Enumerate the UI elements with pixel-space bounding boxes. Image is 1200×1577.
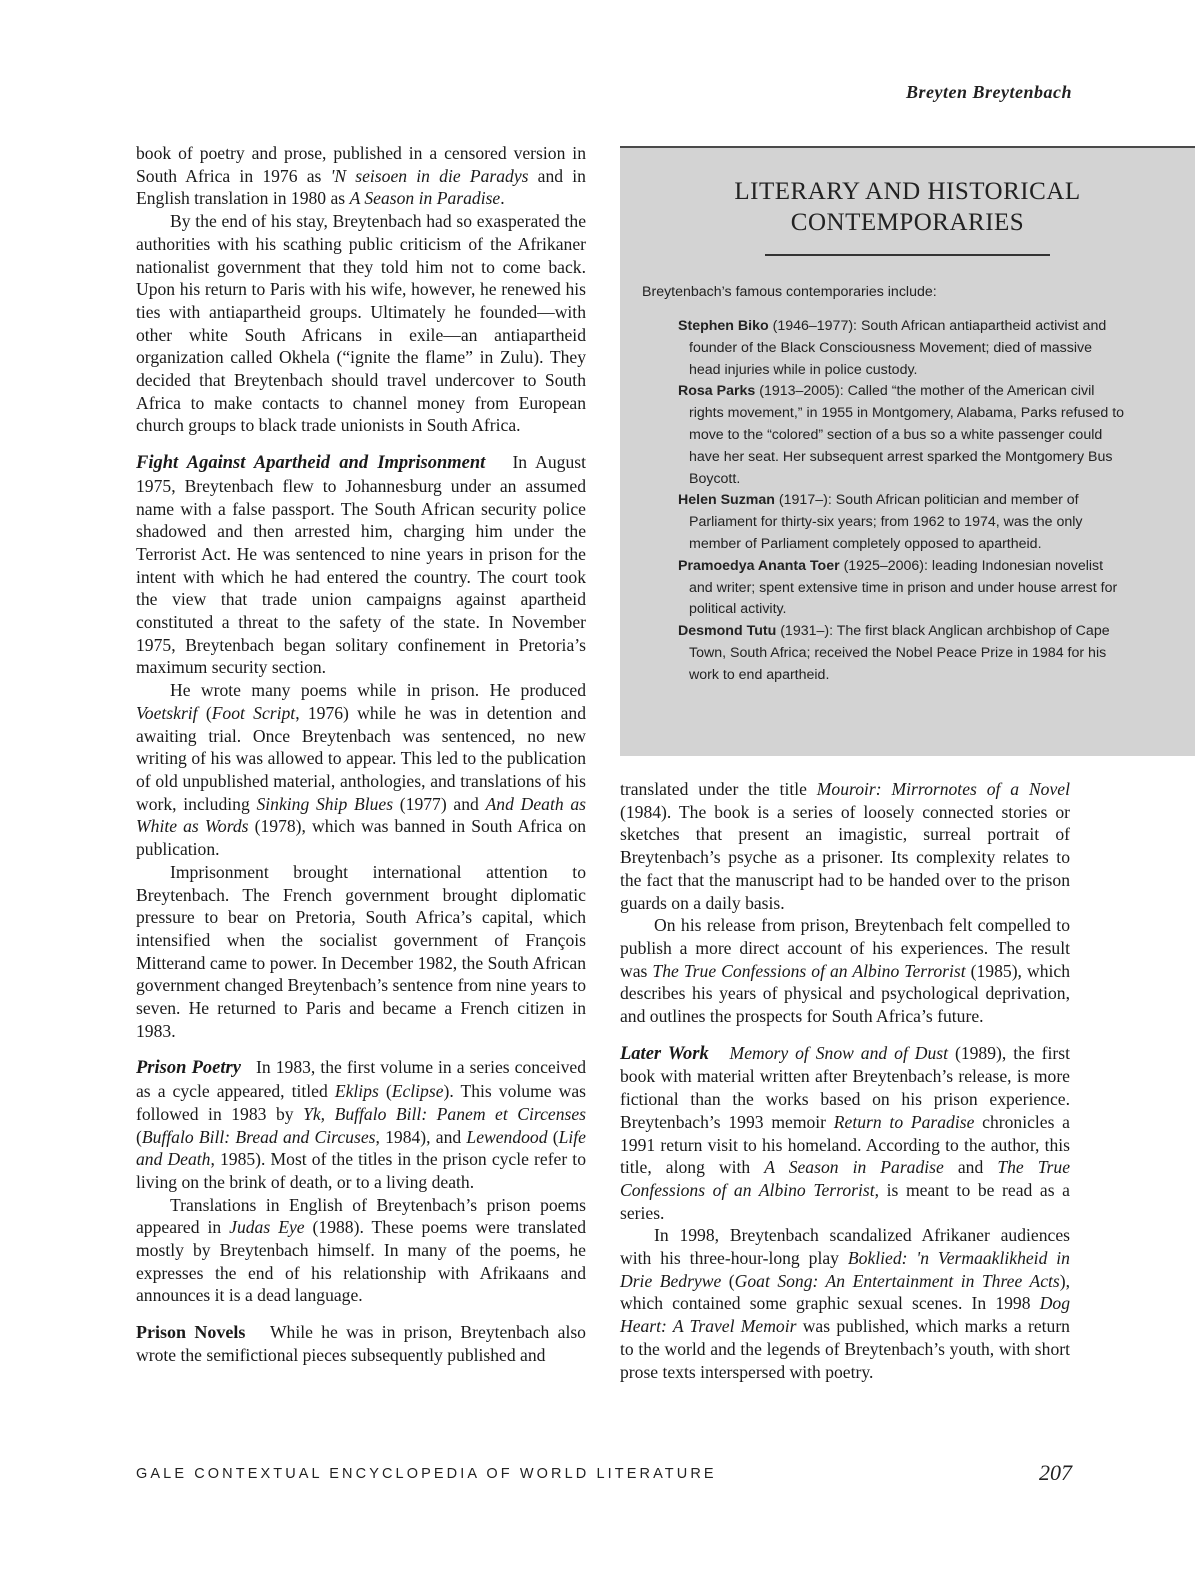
paragraph: Translations in English of Breytenbach’s prison poems appeared in Judas Eye (1988). These poems were translated mostly by Breytenbach himself. In many of the poems, he expresses the end of his relationship with Afrikaans and announces it is a dead language. xyxy=(136,1194,587,1306)
page-number: 207 xyxy=(1039,1460,1072,1485)
list-item: Rosa Parks (1913–2005): Called “the mother of the American civil rights movement,” in 1955 in Montgomery, Alabama, Parks refused to move to the “colored” section of a bus so a white passenger could have her seat. Her subsequent arrest sparked the Montgomery Bus Boycott. xyxy=(678,383,1125,487)
paragraph: By the end of his stay, Breytenbach had so exasperated the authorities with his scathing public criticism of the Afrikaner nationalist government that they told him not to come back. Upon his return to Paris with his wife, however, he renewed his ties with antiapartheid groups. Ultimately he founded—with other white South Africans in exile—an antiapartheid organization called Okhela (“ignite the flame” in Zulu). They decided that Breytenbach should travel undercover to South Africa to make contacts to channel money from European church groups to black trade unionists in South Africa. xyxy=(136,211,586,436)
contemporaries-list xyxy=(620,316,1195,687)
footer-book-title: GALE CONTEXTUAL ENCYCLOPEDIA OF WORLD LITERATURE xyxy=(136,1466,717,1482)
paragraph: translated under the title Mouroir: Mirrornotes of a Novel (1984). The book is a series of loosely connected stories or sketches that present an imagistic, surreal portrait of Breytenbach’s psyche as a prisoner. Its complexity relates to the fact that the manuscript had to be handed over to the prison guards on a daily basis. xyxy=(620,779,1070,913)
section-fight-against-apartheid: Fight Against Apartheid and Imprisonment In August 1975, Breytenbach flew to Johannesburg under an assumed name with a false passport. The South African security police shadowed and then arrested him, charging him under the Terrorist Act. He was sentenced to nine years in prison for the intent with which he had entered the country. The court took the view that trade union campaigns against apartheid constituted a threat to the safety of the state. In November 1975, Breytenbach began solitary confinement in Pretoria’s maximum security section. xyxy=(136,452,586,678)
paragraph: In 1998, Breytenbach scandalized Afrikaner audiences with his three-hour-long play Boklied: 'n Vermaaklikheid in Drie Bedrywe (Goat Song: An Entertainment in Three Acts), which contained some graphic sexual scenes. In 1998 Dog Heart: A Travel Memoir was published, which marks a return to the world and the legends of Breytenbach’s youth, with short prose texts interspersed with poetry. xyxy=(620,1225,1071,1382)
list-item: Pramoedya Ananta Toer (1925–2006): leading Indonesian novelist and writer; spent extensive time in prison and under house arrest for political activity. xyxy=(678,557,1118,618)
section-heading: Prison Poetry xyxy=(136,1058,241,1079)
right-column xyxy=(620,778,1070,1383)
sidebar-divider xyxy=(765,254,1050,256)
running-head: Breyten Breytenbach xyxy=(906,82,1072,102)
list-item: Desmond Tutu (1931–): The first black Anglican archbishop of Cape Town, South Africa; received the Nobel Peace Prize in 1984 for his work to end apartheid. xyxy=(678,623,1110,683)
contemporaries-sidebar xyxy=(620,146,1195,756)
section-heading: Prison Novels xyxy=(136,1322,246,1343)
paragraph: book of poetry and prose, published in a censored version in South Africa in 1976 as 'N seisoen in die Paradys and in English translation in 1980 as A Season in Paradise. xyxy=(136,143,586,209)
section-later-work: Later Work Memory of Snow and of Dust (1989), the first book with material written after Breytenbach’s release, is more fictional than the works based on his prison experience. Breytenbach’s 1993 memoir Return to Paradise chronicles a 1991 return visit to his homeland. According to the author, this title, along with A Season in Paradise and The True Confessions of an Albino Terrorist, is meant to be read as a series. xyxy=(620,1042,1071,1223)
paragraph: On his release from prison, Breytenbach felt compelled to publish a more direct account of his experiences. The result was The True Confessions of an Albino Terrorist (1985), which describes his years of physical and psychological deprivation, and outlines the prospects for South Africa’s future. xyxy=(620,915,1070,1027)
list-item: Stephen Biko (1946–1977): South African antiapartheid activist and founder of the Black Consciousness Movement; died of massive head injuries while in police custody. xyxy=(678,318,1107,378)
paragraph: He wrote many poems while in prison. He produced Voetskrif (Foot Script, 1976) while he was in detention and awaiting trial. Once Breytenbach was sentenced, no new writing of his was allowed to appear. This led to the publication of old unpublished material, anthologies, and translations of his work, including Sinking Ship Blues (1977) and And Death as White as Words (1978), which was banned in South Africa on publication. xyxy=(136,680,586,860)
section-heading: Fight Against Apartheid and Imprisonment xyxy=(136,453,486,474)
sidebar-intro: Breytenbach’s famous contemporaries include: xyxy=(642,284,937,300)
left-column xyxy=(136,142,586,1367)
section-prison-poetry: Prison Poetry In 1983, the first volume in a series conceived as a cycle appeared, titled Eklips (Eclipse). This volume was followed in 1983 by Yk, Buffalo Bill: Panem et Circenses (Buffalo Bill: Bread and Circuses, 1984), and Lewendood (Life and Death, 1985). Most of the titles in the prison cycle refer to living on the brink of death, or to a living death. xyxy=(136,1057,587,1192)
paragraph: Imprisonment brought international attention to Breytenbach. The French government brought diplomatic pressure to bear on Pretoria, South Africa’s capital, which intensified when the socialist government of François Mitterand came to power. In December 1982, the South African government changed Breytenbach’s sentence from nine years to seven. He returned to Paris and became a French citizen in 1983. xyxy=(136,861,586,1041)
section-heading: Later Work xyxy=(620,1043,709,1064)
sidebar-title: LITERARY AND HISTORICAL CONTEMPORARIES xyxy=(734,178,1081,236)
list-item: Helen Suzman (1917–): South African politician and member of Parliament for thirty-six years; from 1962 to 1974, was the only member of Parliament completely opposed to apartheid. xyxy=(678,492,1083,552)
section-prison-novels: Prison Novels While he was in prison, Breytenbach also wrote the semifictional pieces subsequently published and xyxy=(136,1322,586,1365)
